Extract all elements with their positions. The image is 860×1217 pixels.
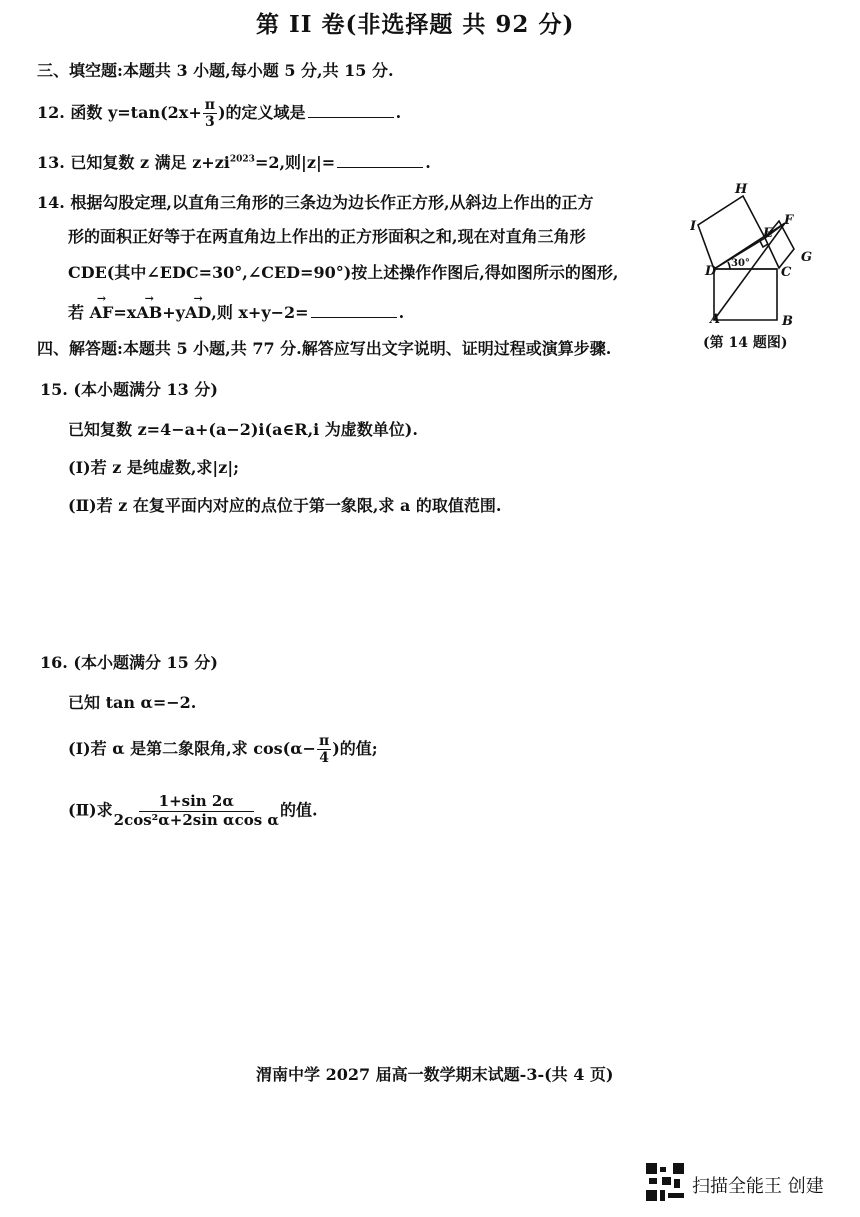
angle-arc (728, 262, 730, 269)
label-e: E (763, 226, 773, 241)
vector-af: → AF (90, 303, 114, 322)
q13-exponent: 2023 (229, 154, 255, 165)
question-16-part-1 (68, 734, 378, 765)
q16-part2-fraction (114, 794, 279, 828)
section-heading-fill-in: 三、填空题:本题共 3 小题,每小题 5 分,共 15 分. (37, 61, 394, 80)
segment-af (714, 223, 785, 320)
q16-part1-fraction (317, 734, 331, 765)
q13-suffix: =2,则|z|= (254, 153, 336, 172)
vector-ad: → AD (185, 303, 211, 322)
q16-part1-prefix: (Ⅰ)若 α 是第二象限角,求 cos(α− (68, 739, 316, 758)
label-angle: 30° (731, 258, 750, 269)
question-16-stem: 已知 tan α=−2. (68, 693, 197, 712)
q16-part1-suffix: )的值; (332, 739, 378, 758)
label-g: G (801, 250, 813, 265)
q14-plus-y: +y (162, 303, 185, 322)
question-16-title: 16. (本小题满分 15 分) (40, 653, 218, 672)
q16-part2-suffix: 的值. (279, 800, 318, 820)
label-c: C (781, 265, 792, 280)
q14-ask: ,则 x+y−2= (211, 303, 309, 322)
question-14-line-3: CDE(其中∠EDC=30°,∠CED=90°)按上述操作作图后,得如图所示的图形, (68, 263, 619, 282)
q14-answer-blank[interactable] (311, 305, 397, 318)
question-14-line-4 (68, 300, 404, 323)
page-title: 第 II 卷(非选择题 共 92 分) (256, 11, 575, 38)
question-14-line-1: 14. 根据勾股定理,以直角三角形的三条边为边长作正方形,从斜边上作出的正方 (37, 193, 594, 212)
question-15-title: 15. (本小题满分 13 分) (40, 380, 218, 399)
q14-end: . (398, 303, 405, 322)
q12-end: . (395, 103, 402, 122)
label-h: H (735, 182, 748, 197)
label-b: B (782, 314, 793, 329)
q16-part2-frac-den: 2cos²α+2sin αcos α (113, 811, 279, 829)
label-i: I (690, 219, 697, 234)
q12-frac-den: 3 (204, 114, 215, 130)
question-15-part-2: (Ⅱ)若 z 在复平面内对应的点位于第一象限,求 a 的取值范围. (68, 496, 502, 515)
scanner-watermark: 扫描全能王 创建 (692, 1176, 824, 1197)
figure-caption: (第 14 题图) (703, 335, 788, 351)
q12-answer-blank[interactable] (308, 105, 394, 118)
q14-geometry-figure (690, 180, 820, 335)
question-15-part-1: (Ⅰ)若 z 是纯虚数,求|z|; (68, 458, 240, 477)
q13-end: . (425, 153, 431, 172)
q14-if: 若 (68, 303, 90, 322)
q12-fraction (203, 98, 217, 129)
q12-suffix: )的定义域是 (217, 103, 306, 122)
question-16-part-2 (68, 794, 318, 828)
question-15-stem: 已知复数 z=4−a+(a−2)i(a∈R,i 为虚数单位). (68, 420, 418, 439)
q14-eq-x: =x (113, 303, 137, 322)
q16-part1-frac-num: π (318, 733, 330, 749)
page-footer-info: 渭南中学 2027 届高一数学期末试题-3-(共 4 页) (256, 1065, 614, 1084)
qr-code-icon (646, 1163, 684, 1201)
q16-part2-frac-num: 1+sin 2α (139, 794, 254, 812)
label-d: D (705, 264, 717, 279)
q16-part2-prefix: (Ⅱ)求 (68, 800, 113, 820)
q12-prefix: 12. 函数 y=tan(2x+ (37, 103, 202, 122)
question-12 (37, 98, 401, 129)
label-f: F (784, 213, 794, 228)
question-14-line-2: 形的面积正好等于在两直角边上作出的正方形面积之和,现在对直角三角形 (68, 227, 586, 246)
q16-part1-frac-den: 4 (319, 750, 329, 766)
question-13 (37, 150, 431, 173)
vector-ab: → AB (136, 303, 162, 322)
q12-frac-num: π (204, 97, 215, 113)
q13-answer-blank[interactable] (337, 155, 423, 168)
q13-prefix: 13. 已知复数 z 满足 z+zi (37, 153, 230, 172)
section-heading-solutions: 四、解答题:本题共 5 小题,共 77 分.解答应写出文字说明、证明过程或演算步骤. (37, 339, 612, 358)
label-a: A (710, 312, 721, 327)
